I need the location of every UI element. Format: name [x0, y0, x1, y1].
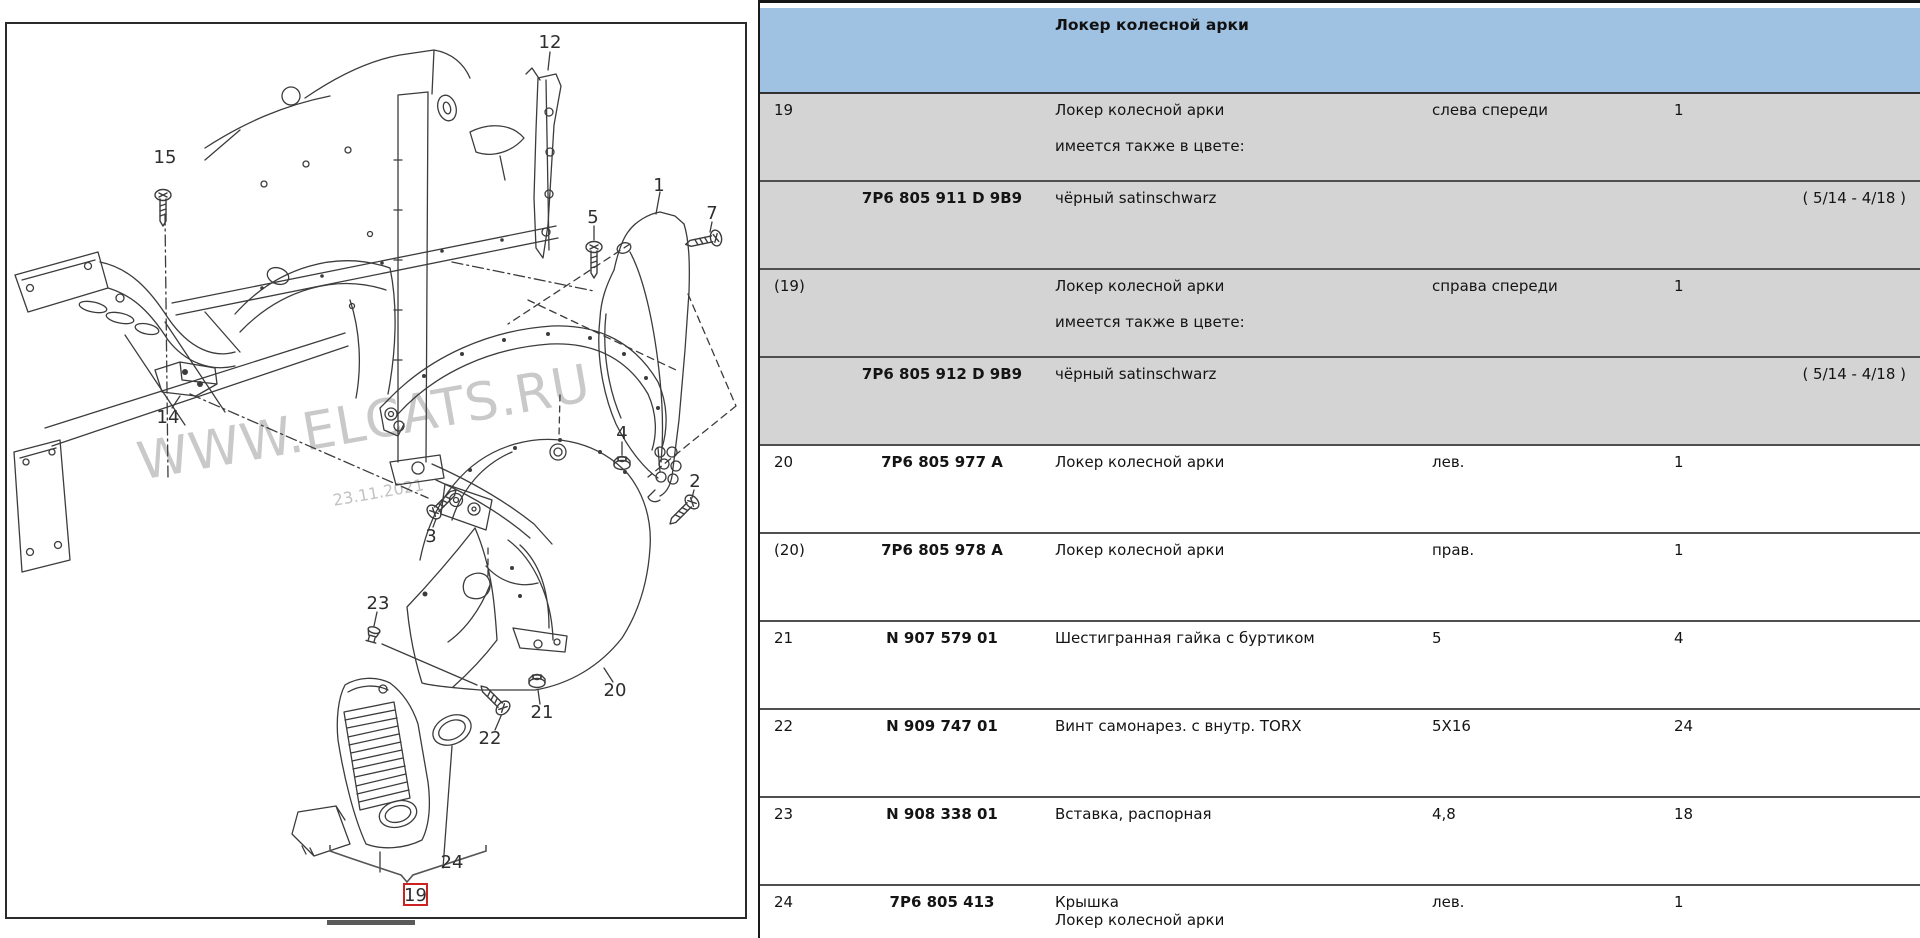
- part-number: N 909 747 01: [886, 717, 998, 735]
- part-description: чёрный satinschwarz: [1055, 189, 1217, 207]
- part-quantity: 18: [1674, 805, 1694, 823]
- part-description: Локер колесной арки: [1055, 541, 1225, 559]
- part-number: 7P6 805 413: [889, 893, 995, 911]
- part-description: Винт самонарез. с внутр. TORX: [1055, 717, 1302, 735]
- part-description: Локер колесной арки: [1055, 453, 1225, 471]
- part-note: имеется также в цвете:: [1055, 313, 1245, 331]
- part-number: 7P6 805 912 D 9B9: [861, 365, 1023, 383]
- table-row[interactable]: [760, 270, 1920, 358]
- part-quantity: 4: [1674, 629, 1684, 647]
- callout-21[interactable]: 21: [530, 702, 554, 723]
- callout-20[interactable]: 20: [603, 680, 627, 701]
- callout-19-highlighted[interactable]: 19: [404, 885, 427, 906]
- callout-7[interactable]: 7: [706, 203, 718, 224]
- row-number: (19): [774, 277, 805, 295]
- table-row[interactable]: [760, 182, 1920, 270]
- parts-table-panel: [758, 0, 1920, 938]
- part-dimension: 4,8: [1432, 805, 1456, 823]
- part-description-line2: Локер колесной арки: [1055, 911, 1225, 929]
- part-position: лев.: [1432, 893, 1465, 911]
- table-row[interactable]: [760, 622, 1920, 710]
- part-position: прав.: [1432, 541, 1475, 559]
- part-position: лев.: [1432, 453, 1465, 471]
- row-number: 20: [774, 453, 794, 471]
- callout-1[interactable]: 1: [653, 175, 665, 196]
- table-header: [760, 8, 1920, 94]
- part-note: имеется также в цвете:: [1055, 137, 1245, 155]
- part-number: 7P6 805 911 D 9B9: [861, 189, 1023, 207]
- part-position: слева спереди: [1432, 101, 1549, 119]
- date-range: ( 5/14 - 4/18 ): [1802, 189, 1906, 207]
- callout-24[interactable]: 24: [440, 852, 464, 873]
- scrollbar-fragment[interactable]: [327, 920, 415, 925]
- part-dimension: 5: [1432, 629, 1442, 647]
- part-description: Локер колесной арки: [1055, 101, 1225, 119]
- row-number: 21: [774, 629, 794, 647]
- callout-5[interactable]: 5: [587, 207, 599, 228]
- table-row[interactable]: [760, 798, 1920, 886]
- watermark-date: 23.11.2021: [331, 475, 426, 510]
- part-description: Шестигранная гайка с буртиком: [1055, 629, 1315, 647]
- table-row[interactable]: [760, 446, 1920, 534]
- table-row[interactable]: [760, 534, 1920, 622]
- part-quantity: 1: [1674, 277, 1684, 295]
- line-art: [14, 50, 736, 872]
- row-number: 23: [774, 805, 794, 823]
- callout-15[interactable]: 15: [153, 147, 177, 168]
- part-description: Вставка, распорная: [1055, 805, 1212, 823]
- row-number: 22: [774, 717, 794, 735]
- row-number: 19: [774, 101, 794, 119]
- date-range: ( 5/14 - 4/18 ): [1802, 365, 1906, 383]
- row-number: 24: [774, 893, 794, 911]
- part-quantity: 24: [1674, 717, 1694, 735]
- part-description: Локер колесной арки: [1055, 277, 1225, 295]
- part-number: N 908 338 01: [886, 805, 998, 823]
- part-quantity: 1: [1674, 541, 1684, 559]
- part-quantity: 1: [1674, 453, 1684, 471]
- callout-12[interactable]: 12: [538, 32, 562, 53]
- part-dimension: 5X16: [1432, 717, 1471, 735]
- part-position: справа спереди: [1432, 277, 1558, 295]
- part-number: 7P6 805 978 A: [881, 541, 1003, 559]
- callout-23[interactable]: 23: [366, 593, 390, 614]
- row-number: (20): [774, 541, 805, 559]
- part-quantity: 1: [1674, 101, 1684, 119]
- callout-22[interactable]: 22: [478, 728, 502, 749]
- watermark-text: WWW.ELCATS.RU: [132, 353, 595, 493]
- table-title: Локер колесной арки: [1055, 16, 1249, 34]
- part-number: 7P6 805 977 A: [881, 453, 1003, 471]
- part-description: Крышка: [1055, 893, 1119, 911]
- part-description: чёрный satinschwarz: [1055, 365, 1217, 383]
- callout-3[interactable]: 3: [425, 526, 437, 547]
- parts-diagram-svg: [0, 0, 752, 938]
- callout-2[interactable]: 2: [689, 471, 701, 492]
- callout-14[interactable]: 14: [156, 407, 180, 428]
- table-row[interactable]: [760, 94, 1920, 182]
- part-number: N 907 579 01: [886, 629, 998, 647]
- table-row[interactable]: [760, 358, 1920, 446]
- part-quantity: 1: [1674, 893, 1684, 911]
- table-row[interactable]: [760, 886, 1920, 938]
- callout-4[interactable]: 4: [616, 423, 628, 444]
- parts-diagram-panel: [5, 22, 747, 919]
- table-row[interactable]: [760, 710, 1920, 798]
